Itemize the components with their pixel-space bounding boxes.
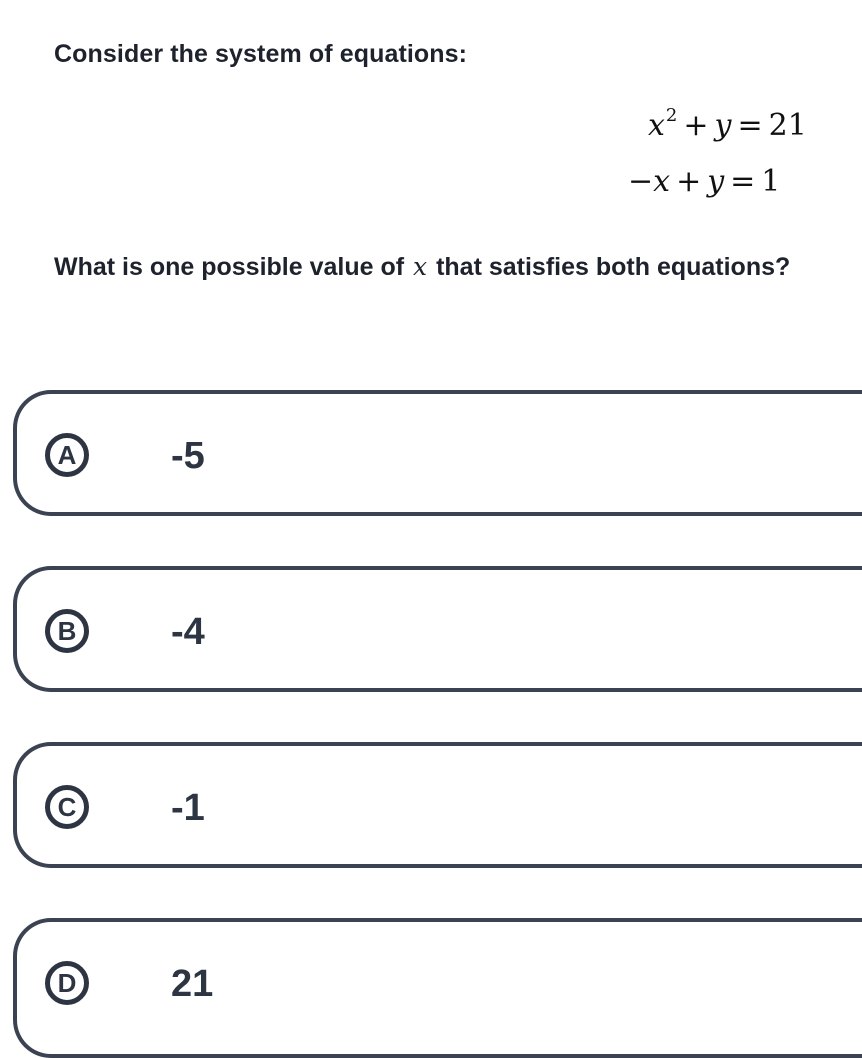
eq2-equals: = — [730, 164, 756, 199]
equation-2 — [628, 164, 780, 199]
choice-letter-badge: B — [45, 609, 89, 653]
eq1-y: y — [714, 108, 732, 143]
choice-value: -4 — [171, 611, 205, 653]
eq1-equals: = — [737, 108, 763, 143]
choice-letter-badge: A — [45, 433, 89, 477]
choice-letter-badge: C — [45, 785, 89, 829]
choice-letter-badge: D — [45, 961, 89, 1005]
eq2-plus: + — [676, 164, 702, 199]
answer-choice-d[interactable] — [13, 918, 862, 1058]
answer-choice-b[interactable] — [13, 566, 862, 692]
choice-value: -5 — [171, 435, 205, 477]
eq1-x: x — [648, 108, 665, 143]
eq2-x: x — [653, 164, 671, 199]
choice-value: 21 — [171, 963, 214, 1005]
answer-choice-a[interactable] — [13, 390, 862, 516]
question-text — [54, 252, 790, 282]
eq2-neg: − — [628, 164, 654, 199]
eq1-rhs: 21 — [768, 108, 807, 143]
question-text-before: What is one possible value of — [54, 253, 405, 281]
eq2-rhs: 1 — [761, 164, 781, 199]
answer-choice-c[interactable] — [13, 742, 862, 868]
eq1-exponent: 2 — [665, 105, 678, 126]
equation-1 — [648, 105, 807, 143]
choice-value: -1 — [171, 787, 205, 829]
question-prompt: Consider the system of equations: — [54, 40, 468, 68]
eq1-plus: + — [683, 108, 709, 143]
question-variable: x — [413, 252, 428, 281]
question-text-after: that satisfies both equations? — [436, 253, 791, 281]
eq2-y: y — [707, 164, 725, 199]
